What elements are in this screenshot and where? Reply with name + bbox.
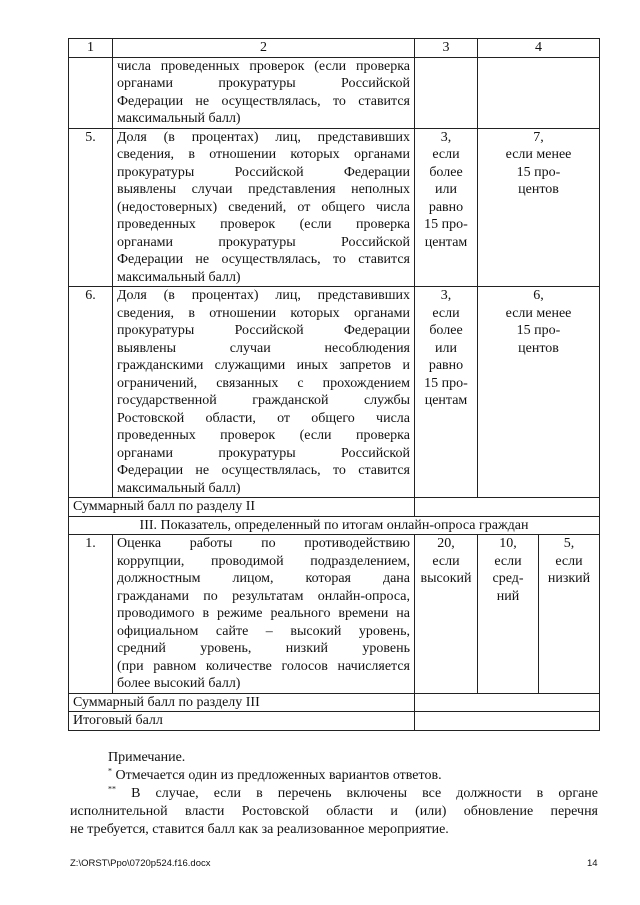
score-condition: если более <box>429 305 463 338</box>
text-line: сведения, в отношении которых органами <box>117 147 410 162</box>
text-line: проведенных проверок (если проверка <box>117 217 410 232</box>
score-condition: или равно <box>428 340 464 373</box>
text-line: Федерации не осуществлялась, то ставится <box>117 252 410 267</box>
score-condition: ний <box>496 588 520 604</box>
criterion-text-cell <box>113 128 415 287</box>
table-row <box>69 287 600 498</box>
text-line: гражданами по результатам онлайн-опроса, <box>117 588 410 604</box>
header-col-2: 2 <box>113 39 415 58</box>
text-line: максимальный балл) <box>117 480 241 496</box>
text-line: органами прокуратуры Российской <box>117 234 410 250</box>
summary-row-section-2 <box>69 498 600 517</box>
table-row <box>69 535 600 694</box>
text-line: сведения, в отношении которых органами <box>117 305 410 321</box>
score-condition: если <box>432 553 460 569</box>
text-line: числа проведенных проверок (если проверка <box>117 58 410 74</box>
header-col-1: 1 <box>69 39 113 58</box>
score-condition: если менее <box>505 147 572 162</box>
row-number-cell <box>69 57 113 128</box>
text-line: Доля (в процентах) лиц, представивших <box>117 129 410 145</box>
score-condition: центов <box>518 182 559 197</box>
score-condition: если <box>494 553 522 569</box>
text-line: выявлены случаи представления неполных <box>117 182 410 197</box>
page-number: 14 <box>587 858 598 869</box>
text-line: проводимого в режиме реального времени на <box>117 606 410 621</box>
score-condition: 15 про- <box>424 375 468 391</box>
score-value: 3, <box>440 129 452 145</box>
note-2-mark: ** <box>108 784 116 794</box>
score-cell-4 <box>478 128 600 287</box>
score-cell-4 <box>478 57 600 128</box>
text-line: Ростовской области, от общего числа <box>117 410 410 426</box>
summary-label: Суммарный балл по разделу III <box>69 693 415 712</box>
summary-value-cell <box>415 693 600 712</box>
text-line: Федерации не осуществлялась, то ставится <box>117 93 410 109</box>
score-value: 6, <box>533 288 544 303</box>
summary-value-cell <box>415 498 600 517</box>
text-line: государственной гражданской службы <box>117 393 410 408</box>
text-line: Федерации не осуществлялась, то ставится <box>117 463 410 478</box>
text-line: органами прокуратуры Российской <box>117 445 410 461</box>
text-line: должностным лицом, которая дана <box>117 571 410 586</box>
score-value: 3, <box>440 288 452 303</box>
score-cell-4 <box>478 287 600 498</box>
score-condition: низкий <box>547 571 591 586</box>
text-line: органами прокуратуры Российской <box>117 76 410 91</box>
score-condition: сред- <box>492 571 524 586</box>
note-2-line-2: исполнительной власти Ростовской области и (или) обновление перечня <box>70 804 598 819</box>
table-header-row <box>69 39 600 58</box>
text-line: ограничений, связанных с прохождением <box>117 375 410 391</box>
row-number: 6. <box>69 287 113 498</box>
criterion-text-cell <box>113 535 415 694</box>
score-condition: если менее <box>505 305 572 321</box>
note-1-mark: * <box>108 766 112 776</box>
score-cell-3 <box>415 57 478 128</box>
section-heading-row <box>69 516 600 535</box>
footer-file-path: Z:\ORST\Ppo\0720p524.f16.docx <box>70 858 211 869</box>
score-cell-3 <box>415 128 478 287</box>
score-cell-3 <box>415 287 478 498</box>
criteria-table <box>68 38 600 731</box>
header-col-3: 3 <box>415 39 478 58</box>
score-condition: 15 про- <box>516 164 561 180</box>
note-2-line-3: не требуется, ставится балл как за реализованное мероприятие. <box>70 822 449 837</box>
text-line: более высокий балл) <box>117 676 241 691</box>
score-value: 10, <box>499 536 517 551</box>
score-condition: центов <box>518 340 559 356</box>
notes-title: Примечание. <box>108 750 186 765</box>
total-label: Итоговый балл <box>69 712 415 731</box>
score-condition: центам <box>424 393 468 408</box>
text-line: (недостоверных) сведений, от общего числа <box>117 199 410 215</box>
score-value: 5, <box>563 536 575 551</box>
text-line: выявлены случаи несоблюдения <box>117 340 410 356</box>
score-condition: если <box>555 553 583 569</box>
option-high-cell <box>415 535 478 694</box>
text-line: (при равном количестве голосов начисляется <box>117 658 410 674</box>
note-2-text-1: В случае, если в перечень включены все должности в органе <box>131 786 598 801</box>
text-line: гражданскими служащими иных запретов и <box>117 358 410 373</box>
text-line: Доля (в процентах) лиц, представивших <box>117 288 410 303</box>
score-condition: центам <box>424 234 468 250</box>
row-number: 1. <box>69 535 113 694</box>
text-line: максимальный балл) <box>117 111 241 126</box>
total-value-cell <box>415 712 600 731</box>
header-col-4: 4 <box>478 39 600 58</box>
score-condition: высокий <box>420 571 472 586</box>
criterion-text-cell <box>113 57 415 128</box>
text-line: коррупции, проводимой подразделением, <box>117 553 410 569</box>
text-line: официальном сайте – высокий уровень, <box>117 623 410 639</box>
table-row <box>69 128 600 287</box>
text-line: максимальный балл) <box>117 269 241 285</box>
option-medium-cell <box>478 535 539 694</box>
criterion-text-cell <box>113 287 415 498</box>
text-line: прокуратуры Российской Федерации <box>117 164 410 180</box>
text-line: средний уровень, низкий уровень <box>117 641 410 656</box>
total-row <box>69 712 600 731</box>
option-low-cell <box>539 535 600 694</box>
notes-block <box>70 749 598 839</box>
text-line: Оценка работы по противодействию <box>117 536 410 551</box>
note-1-text: Отмечается один из предложенных вариантов ответов. <box>115 768 442 783</box>
score-condition: 15 про- <box>516 323 561 338</box>
note-1 <box>70 767 598 785</box>
score-condition: 15 про- <box>424 217 468 232</box>
score-condition: если более <box>429 147 463 180</box>
score-value: 7, <box>533 129 544 145</box>
row-number: 5. <box>69 128 113 287</box>
score-value: 20, <box>437 536 455 551</box>
table-row <box>69 57 600 128</box>
text-line: прокуратуры Российской Федерации <box>117 323 410 338</box>
text-line: проведенных проверок (если проверка <box>117 428 410 443</box>
note-2-line-1 <box>70 785 598 803</box>
section-3-heading: III. Показатель, определенный по итогам онлайн-опроса граждан <box>69 516 600 535</box>
summary-row-section-3 <box>69 693 600 712</box>
summary-label: Суммарный балл по разделу II <box>69 498 415 517</box>
score-condition: или равно <box>428 182 464 215</box>
